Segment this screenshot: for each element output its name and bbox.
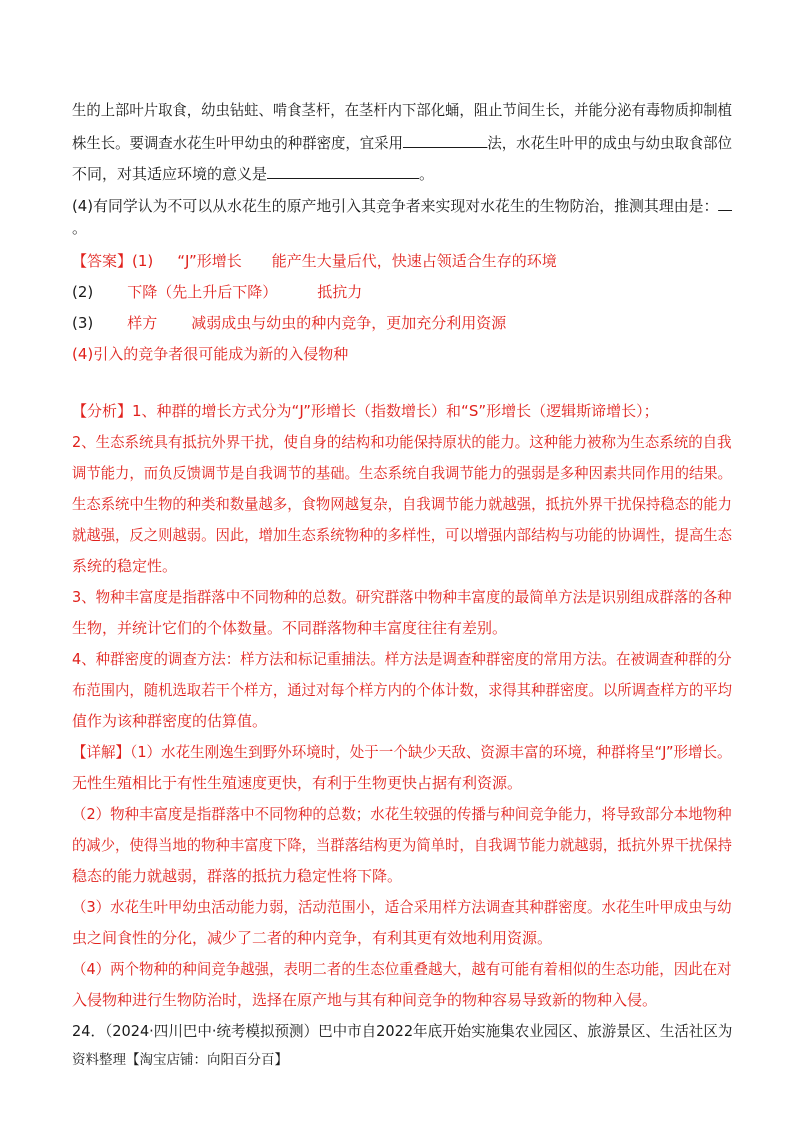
analysis-line: 2、生态系统具有抵抗外界干扰，使自身的结构和功能保持原状的能力。这种能力被称为生态系统的自我 bbox=[72, 433, 732, 451]
answer-line-2: (2) 下降（先上升后下降） 抵抗力 bbox=[72, 283, 363, 301]
footer-source: 资料整理【淘宝店铺：向阳百分百】 bbox=[72, 1052, 288, 1068]
question-line-3: 不同，对其适应环境的意义是 。 bbox=[72, 165, 435, 183]
next-question: 24．（2024·四川巴中·统考模拟预测）巴中市自2022年底开始实施集农业园区、旅游景区、生活社区为 bbox=[72, 1022, 733, 1040]
question-line-2: 株生长。要调查水花生叶甲幼虫的种群密度，宜采用 法，水花生叶甲的成虫与幼虫取食部位 bbox=[72, 134, 733, 152]
analysis-line: 布范围内，随机选取若干个样方，通过对每个样方内的个体计数，求得其种群密度。以所调查样方的平均 bbox=[72, 681, 732, 699]
analysis-line: 【分析】1、种群的增长方式分为“J”形增长（指数增长）和“S”形增长（逻辑斯谛增长）； bbox=[72, 402, 659, 420]
analysis-line: 值作为该种群密度的估算值。 bbox=[72, 712, 268, 730]
detail-line: （3）水花生叶甲幼虫活动能力弱，活动范围小，适合采用样方法调查其种群密度。水花生叶甲成虫与幼 bbox=[72, 898, 732, 916]
detail-line: （4）两个物种的种间竞争越强，表明二者的生态位重叠越大，越有可能有着相似的生态功能，因此在对 bbox=[72, 960, 732, 978]
question-4: (4)有同学认为不可以从水花生的原产地引入其竞争者来实现对水花生的生物防治，推测其理由是： bbox=[72, 195, 732, 216]
analysis-line: 系统的稳定性。 bbox=[72, 557, 178, 575]
answer-blank-method bbox=[403, 132, 487, 148]
question-4-end: 。 bbox=[72, 219, 88, 237]
analysis-line: 4、种群密度的调查方法：样方法和标记重捕法。样方法是调查种群密度的常用方法。在被调查种群的分 bbox=[72, 650, 732, 668]
detail-line: 虫之间食性的分化，减少了二者的种内竞争，有利其更有效地利用资源。 bbox=[72, 929, 553, 947]
analysis-line: 生物，并统计它们的个体数量。不同群落物种丰富度往往有差别。 bbox=[72, 619, 508, 637]
detail-line: 入侵物种进行生物防治时，选择在原产地与其有种间竞争的物种容易导致新的物种入侵。 bbox=[72, 991, 658, 1009]
detail-line: 【详解】（1）水花生刚逸生到野外环境时，处于一个缺少天敌、资源丰富的环境，种群将呈“J”形增长。 bbox=[72, 743, 732, 761]
detail-line: 稳态的能力就越弱，群落的抵抗力稳定性将下降。 bbox=[72, 867, 403, 885]
analysis-line: 生态系统中生物的种类和数量越多，食物网越复杂，自我调节能力就越强，抵抗外界干扰保持稳态的能力 bbox=[72, 495, 732, 513]
analysis-line: 调节能力，而负反馈调节是自我调节的基础。生态系统自我调节能力的强弱是多种因素共同作用的结果。 bbox=[72, 464, 732, 482]
answer-line-4: (4)引入的竞争者很可能成为新的入侵物种 bbox=[72, 345, 349, 363]
answer-line-3: (3) 样方 减弱成虫与幼虫的种内竞争，更加充分利用资源 bbox=[72, 314, 507, 332]
detail-line: （2）物种丰富度是指群落中不同物种的总数；水花生较强的传播与种间竞争能力，将导致部分本地物种 bbox=[72, 805, 732, 823]
detail-line: 无性生殖相比于有性生殖速度更快，有利于生物更快占据有利资源。 bbox=[72, 774, 523, 792]
analysis-line: 就越强，反之则越弱。因此，增加生态系统物种的多样性，可以增强内部结构与功能的协调性，提高生态 bbox=[72, 526, 732, 544]
detail-line: 的减少，使得当地的物种丰富度下降，当群落结构更为简单时，自我调节能力就越弱，抵抗外界干扰保持 bbox=[72, 836, 732, 854]
answer-blank-reason bbox=[718, 195, 732, 211]
analysis-line: 3、物种丰富度是指群落中不同物种的总数。研究群落中物种丰富度的最简单方法是识别组成群落的各种 bbox=[72, 588, 732, 606]
question-line-1: 生的上部叶片取食，幼虫钻蛀、啃食茎杆，在茎杆内下部化蛹，阻止节间生长，并能分泌有毒物质抑制植 bbox=[72, 101, 732, 119]
answer-line-1: 【答案】(1) “J”形增长 能产生大量后代，快速占领适合生存的环境 bbox=[72, 252, 557, 270]
answer-blank-meaning bbox=[267, 163, 419, 179]
